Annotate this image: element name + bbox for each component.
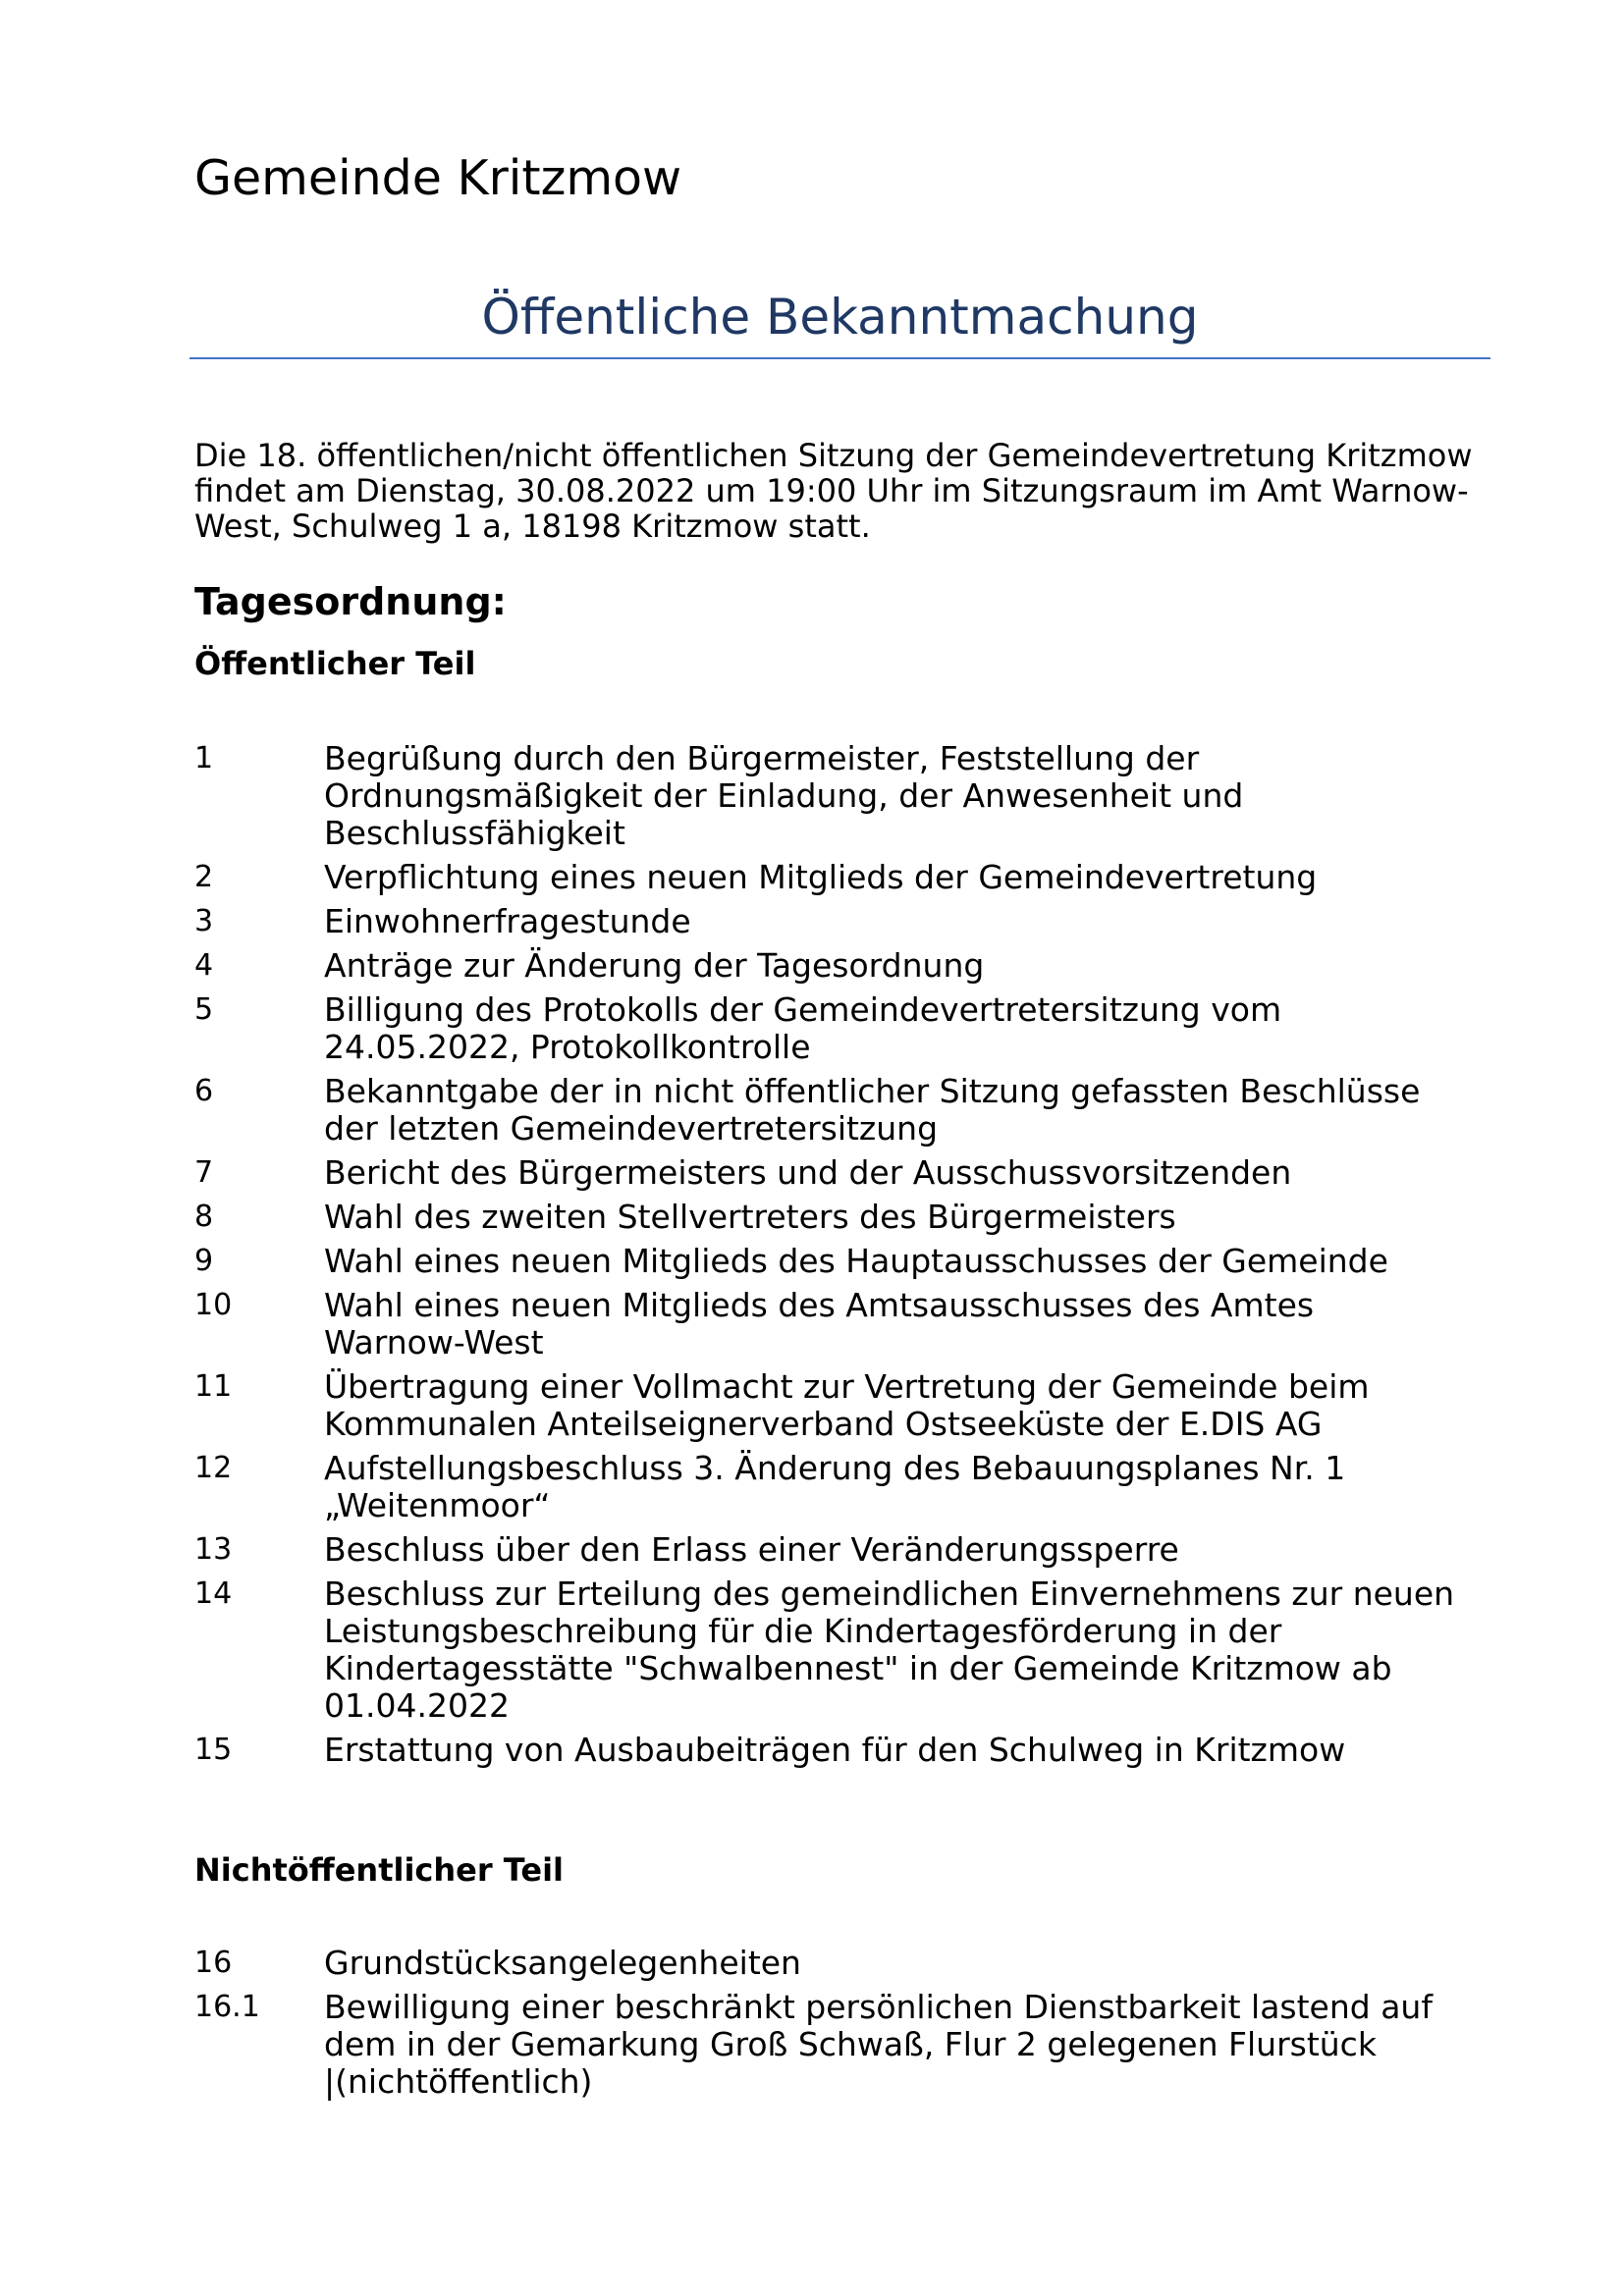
agenda-item-line: Beschluss zur Erteilung des gemeindlichen Einvernehmens zur neuen xyxy=(324,1575,1455,1613)
agenda-item xyxy=(194,1199,1500,1236)
agenda-item-line: Erstattung von Ausbaubeiträgen für den Schulweg in Kritzmow xyxy=(324,1731,1346,1769)
agenda-item xyxy=(194,1154,1500,1192)
public-part-heading: Öffentlicher Teil xyxy=(194,645,476,682)
agenda-item-text xyxy=(324,947,1500,985)
agenda-item-line: Beschlussfähigkeit xyxy=(324,814,625,852)
agenda-item-line: Übertragung einer Vollmacht zur Vertretung der Gemeinde beim xyxy=(324,1367,1370,1406)
agenda-item-line: 24.05.2022, Protokollkontrolle xyxy=(324,1028,811,1066)
agenda-item-number: 8 xyxy=(194,1200,214,1234)
agenda-item-text xyxy=(324,740,1500,852)
title-underline xyxy=(189,357,1490,359)
agenda-item-text xyxy=(324,859,1500,896)
agenda-item xyxy=(194,1287,1500,1362)
agenda-item-text xyxy=(324,903,1500,940)
agenda-item-number: 7 xyxy=(194,1155,214,1190)
agenda-item-line: Ordnungsmäßigkeit der Einladung, der Anwesenheit und xyxy=(324,776,1244,815)
agenda-item-number: 6 xyxy=(194,1074,214,1108)
agenda-item xyxy=(194,1243,1500,1280)
agenda-item-line: Wahl des zweiten Stellvertreters des Bürgermeisters xyxy=(324,1198,1176,1236)
agenda-item-number: 12 xyxy=(194,1451,233,1485)
agenda-item-line: dem in der Gemarkung Groß Schwaß, Flur 2 gelegenen Flurstück xyxy=(324,2025,1377,2063)
agenda-item-number: 10 xyxy=(194,1288,233,1322)
page-title: Öffentliche Bekanntmachung xyxy=(481,289,1199,346)
agenda-item-number: 9 xyxy=(194,1244,214,1278)
agenda-item xyxy=(194,1073,1500,1148)
agenda-item-text xyxy=(324,1575,1500,1725)
agenda-item-line: Begrüßung durch den Bürgermeister, Feststellung der xyxy=(324,739,1200,777)
agenda-item-text xyxy=(324,1989,1500,2101)
intro-paragraph xyxy=(194,438,1471,544)
agenda-item xyxy=(194,1368,1500,1443)
agenda-item-line: Bekanntgabe der in nicht öffentlicher Sitzung gefassten Beschlüsse xyxy=(324,1072,1421,1110)
agenda-item-text xyxy=(324,1531,1500,1569)
agenda-item-line: der letzten Gemeindevertretersitzung xyxy=(324,1109,939,1148)
agenda-item-line: Bewilligung einer beschränkt persönlichen Dienstbarkeit lastend auf xyxy=(324,1988,1433,2026)
agenda-item-line: „Weitenmoor“ xyxy=(324,1486,551,1524)
agenda-item xyxy=(194,1732,1500,1769)
agenda-item xyxy=(194,947,1500,985)
agenda-item-text xyxy=(324,1732,1500,1769)
agenda-item-number: 15 xyxy=(194,1733,233,1767)
agenda-item-line: Billigung des Protokolls der Gemeindevertretersitzung vom xyxy=(324,990,1282,1029)
agenda-item xyxy=(194,991,1500,1066)
agenda-item-line: Warnow-West xyxy=(324,1323,544,1362)
agenda-item-line: Einwohnerfragestunde xyxy=(324,902,691,940)
intro-line: Die 18. öffentlichen/nicht öffentlichen Sitzung der Gemeindevertretung Kritzmow xyxy=(194,437,1473,474)
agenda-item-line: Aufstellungsbeschluss 3. Änderung des Bebauungsplanes Nr. 1 xyxy=(324,1449,1346,1487)
agenda-item-line: Beschluss über den Erlass einer Veränderungssperre xyxy=(324,1530,1179,1569)
agenda-item-text xyxy=(324,991,1500,1066)
intro-line: West, Schulweg 1 a, 18198 Kritzmow statt. xyxy=(194,507,871,545)
agenda-item-text xyxy=(324,1450,1500,1524)
agenda-item-line: Bericht des Bürgermeisters und der Ausschussvorsitzenden xyxy=(324,1153,1292,1192)
agenda-item-number: 5 xyxy=(194,992,214,1027)
agenda-item-line: Wahl eines neuen Mitglieds des Amtsausschusses des Amtes xyxy=(324,1286,1315,1324)
agenda-item xyxy=(194,859,1500,896)
agenda-item-text xyxy=(324,1287,1500,1362)
agenda-item-text xyxy=(324,1368,1500,1443)
agenda-item xyxy=(194,1575,1500,1725)
agenda-item-number: 16 xyxy=(194,1946,233,1980)
agenda-item-line: Leistungsbeschreibung für die Kindertagesförderung in der xyxy=(324,1612,1282,1650)
agenda-item-number: 13 xyxy=(194,1532,233,1567)
agenda-item-text xyxy=(324,1073,1500,1148)
agenda-item-line: Kommunalen Anteilseignerverband Ostseeküste der E.DIS AG xyxy=(324,1405,1323,1443)
agenda-item-number: 3 xyxy=(194,904,214,938)
agenda-item-line: Anträge zur Änderung der Tagesordnung xyxy=(324,946,985,985)
agenda-item-number: 11 xyxy=(194,1369,233,1404)
agenda-item-number: 4 xyxy=(194,948,214,983)
agenda-item-text xyxy=(324,1154,1500,1192)
agenda-item-line: Wahl eines neuen Mitglieds des Hauptausschusses der Gemeinde xyxy=(324,1242,1388,1280)
municipality-name: Gemeinde Kritzmow xyxy=(194,150,682,206)
agenda-item-number: 14 xyxy=(194,1576,233,1611)
agenda-item-text xyxy=(324,1945,1500,1982)
agenda-item xyxy=(194,1945,1500,1982)
agenda-item-number: 16.1 xyxy=(194,1990,260,2024)
agenda-item xyxy=(194,1989,1500,2101)
agenda-item xyxy=(194,903,1500,940)
public-agenda-list xyxy=(194,740,1500,1776)
agenda-item-number: 1 xyxy=(194,741,214,775)
private-agenda-list xyxy=(194,1945,1500,2108)
agenda-item xyxy=(194,1450,1500,1524)
agenda-item-number: 2 xyxy=(194,860,214,894)
private-part-heading: Nichtöffentlicher Teil xyxy=(194,1851,565,1889)
agenda-item-line: Verpflichtung eines neuen Mitglieds der Gemeindevertretung xyxy=(324,858,1318,896)
agenda-item-line: Grundstücksangelegenheiten xyxy=(324,1944,801,1982)
agenda-item xyxy=(194,740,1500,852)
agenda-item-line: |(nichtöffentlich) xyxy=(324,2062,593,2101)
agenda-heading: Tagesordnung: xyxy=(194,580,507,623)
agenda-item-text xyxy=(324,1243,1500,1280)
agenda-item xyxy=(194,1531,1500,1569)
agenda-item-line: Kindertagesstätte "Schwalbennest" in der Gemeinde Kritzmow ab xyxy=(324,1649,1392,1687)
agenda-item-line: 01.04.2022 xyxy=(324,1686,510,1725)
agenda-item-text xyxy=(324,1199,1500,1236)
intro-line: findet am Dienstag, 30.08.2022 um 19:00 Uhr im Sitzungsraum im Amt Warnow- xyxy=(194,472,1469,509)
